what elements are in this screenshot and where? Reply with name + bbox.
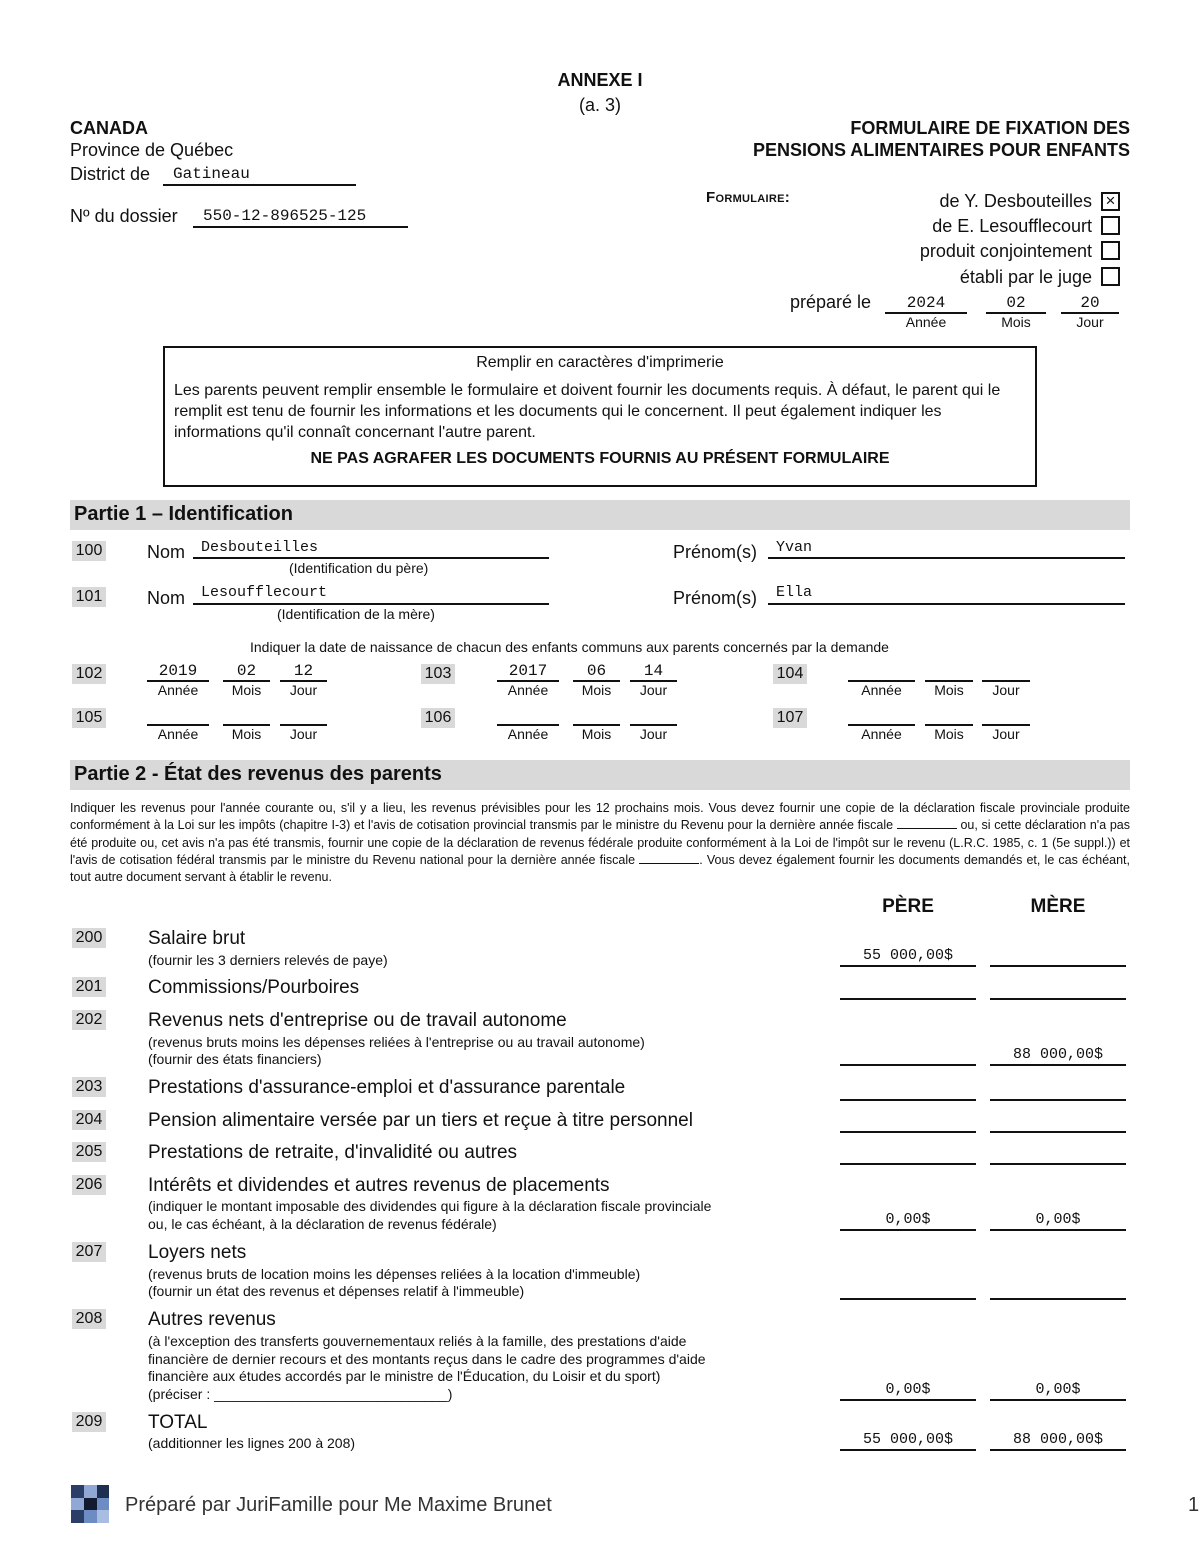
child-6-year[interactable] bbox=[848, 706, 915, 742]
child-5-month-label: Mois bbox=[573, 724, 620, 742]
column-header-father: PÈRE bbox=[882, 896, 934, 917]
code-205: 205 bbox=[72, 1142, 106, 1162]
child-6-day-label: Jour bbox=[982, 724, 1030, 742]
option-checkbox-judge[interactable] bbox=[1101, 267, 1120, 286]
father-amount-204[interactable] bbox=[840, 1113, 976, 1133]
prepared-year-label: Année bbox=[885, 312, 967, 330]
child-3-day-value bbox=[982, 662, 1030, 680]
child-4-month-value bbox=[223, 706, 270, 724]
code-103: 103 bbox=[421, 664, 455, 684]
father-nom-field[interactable]: Desbouteilles bbox=[193, 539, 549, 559]
code-202: 202 bbox=[72, 1010, 106, 1030]
child-2-year[interactable] bbox=[497, 662, 559, 698]
mother-amount-208[interactable]: 0,00$ bbox=[990, 1381, 1126, 1401]
child-2-month[interactable] bbox=[573, 662, 620, 698]
income-sub-207-1: (revenus bruts de location moins les dépenses reliées à la location d'immeuble) bbox=[148, 1266, 641, 1282]
income-label-207: Loyers nets bbox=[148, 1242, 247, 1263]
mother-caption: (Identification de la mère) bbox=[277, 606, 435, 622]
father-prenom-field[interactable]: Yvan bbox=[768, 539, 1125, 559]
child-5-day-value bbox=[630, 706, 677, 724]
code-105: 105 bbox=[72, 708, 106, 728]
child-6-year-value bbox=[848, 706, 915, 724]
option-label-desbouteilles: de Y. Desbouteilles bbox=[939, 191, 1092, 211]
prepared-year[interactable] bbox=[885, 294, 967, 330]
province: Province de Québec bbox=[70, 140, 234, 160]
income-sub-200-1: (fournir les 3 derniers relevés de paye) bbox=[148, 952, 388, 968]
code-204: 204 bbox=[72, 1110, 106, 1130]
mother-amount-201[interactable] bbox=[990, 980, 1126, 1000]
father-amount-203[interactable] bbox=[840, 1081, 976, 1101]
form-title-line2: PENSIONS ALIMENTAIRES POUR ENFANTS bbox=[752, 140, 1130, 160]
child-2-month-label: Mois bbox=[573, 680, 620, 698]
instructions-part-a: Indiquer les revenus pour l'année courante ou, s'il y a lieu, les revenus prévisibles pour les 12 prochains mois. Vous devez fournir une copie de la déclaration fiscale provinciale produite conformément à la Loi sur les impôts (chapitre I-3) et l'avis de cotisation provincial transmis par le ministre du Revenu pour la dernière année fiscale bbox=[70, 801, 1130, 833]
child-2-year-label: Année bbox=[497, 680, 559, 698]
prepared-year-value: 2024 bbox=[906, 294, 946, 312]
option-label-judge: établi par le juge bbox=[959, 267, 1092, 287]
option-checkbox-desbouteilles[interactable] bbox=[1101, 192, 1120, 211]
child-2-day[interactable] bbox=[630, 662, 677, 698]
code-101: 101 bbox=[72, 587, 106, 607]
code-107: 107 bbox=[773, 708, 807, 728]
child-3-day-label: Jour bbox=[982, 680, 1030, 698]
code-100: 100 bbox=[72, 541, 106, 561]
option-checkbox-lesoufflecourt[interactable] bbox=[1101, 216, 1120, 235]
form-title-line1: FORMULAIRE DE FIXATION DES bbox=[850, 118, 1130, 138]
income-label-204: Pension alimentaire versée par un tiers et reçue à titre personnel bbox=[148, 1110, 693, 1131]
father-amount-202[interactable] bbox=[840, 1046, 976, 1066]
footer-prepared-by: Préparé par JuriFamille pour Me Maxime Brunet bbox=[125, 1494, 552, 1516]
code-106: 106 bbox=[421, 708, 455, 728]
income-sub-206-1: (indiquer le montant imposable des dividendes qui figure à la déclaration fiscale provinciale bbox=[148, 1198, 712, 1214]
father-amount-207[interactable] bbox=[840, 1280, 976, 1300]
income-sub-208-2: financière de dernier recours et des montants reçus dans le cadre des programmes d'aide bbox=[148, 1351, 706, 1367]
prepared-month-value: 02 bbox=[1006, 294, 1026, 312]
option-checkbox-joint[interactable] bbox=[1101, 241, 1120, 260]
child-2-day-value: 14 bbox=[643, 662, 664, 680]
income-label-205: Prestations de retraite, d'invalidité ou autres bbox=[148, 1142, 518, 1163]
file-number-field[interactable]: 550-12-896525-125 bbox=[193, 207, 408, 228]
mother-amount-200[interactable] bbox=[990, 947, 1126, 967]
part2-header: Partie 2 - État des revenus des parents bbox=[70, 760, 1130, 790]
child-3-month-value bbox=[925, 662, 973, 680]
child-3-year-label: Année bbox=[848, 680, 915, 698]
child-4-year-value bbox=[147, 706, 209, 724]
mother-amount-203[interactable] bbox=[990, 1081, 1126, 1101]
child-1-day-value: 12 bbox=[293, 662, 314, 680]
child-2-month-value: 06 bbox=[586, 662, 607, 680]
file-number-label: Nº du dossier bbox=[70, 206, 178, 226]
child-1-month[interactable] bbox=[223, 662, 270, 698]
district-label: District de bbox=[70, 164, 151, 184]
child-1-year-value: 2019 bbox=[158, 662, 198, 680]
notice-title: Remplir en caractères d'imprimerie bbox=[476, 354, 724, 371]
form-options-label: Formulaire: bbox=[706, 189, 791, 206]
child-3-month[interactable] bbox=[925, 662, 973, 698]
prepared-month[interactable] bbox=[986, 294, 1046, 330]
child-6-month-label: Mois bbox=[925, 724, 973, 742]
income-label-202: Revenus nets d'entreprise ou de travail autonome bbox=[148, 1010, 567, 1031]
mother-nom-field[interactable]: Lesoufflecourt bbox=[193, 584, 549, 605]
annex-title: ANNEXE I bbox=[557, 70, 643, 90]
income-sub-208-1: (à l'exception des transferts gouvernementaux reliés à la famille, des prestations d'aide bbox=[148, 1333, 687, 1349]
child-2-day-label: Jour bbox=[630, 680, 677, 698]
father-amount-206[interactable]: 0,00$ bbox=[840, 1211, 976, 1231]
notice-box bbox=[163, 346, 1037, 487]
income-sub-207-2: (fournir un état des revenus et dépenses relatif à l'immeuble) bbox=[148, 1283, 525, 1299]
child-2-year-value: 2017 bbox=[508, 662, 548, 680]
child-1-year-label: Année bbox=[147, 680, 209, 698]
child-3-month-label: Mois bbox=[925, 680, 973, 698]
code-208: 208 bbox=[72, 1309, 106, 1329]
child-1-month-value: 02 bbox=[236, 662, 257, 680]
child-6-month[interactable] bbox=[925, 706, 973, 742]
instructions-part-b: ou, si cette déclaration n'a pas été produite ou, cet avis n'a pas été transmis, fournir une copie de la déclaration de revenus fédérale produite conformément à la Loi de l'impôt sur le revenu (L.R.C. 1985, c. 1 (5e suppl.)) et l'avis de cotisation fédéral transmis par le ministre du Revenu national pour la dernière année fiscale bbox=[70, 818, 1130, 867]
fiscal-year-blank-2[interactable] bbox=[639, 863, 699, 864]
prepared-label: préparé le bbox=[790, 292, 872, 312]
code-102: 102 bbox=[72, 664, 106, 684]
page-number: 1 bbox=[1188, 1494, 1200, 1516]
child-1-year[interactable] bbox=[147, 662, 209, 698]
father-amount-200[interactable]: 55 000,00$ bbox=[840, 947, 976, 967]
child-1-month-label: Mois bbox=[223, 680, 270, 698]
child-6-day[interactable] bbox=[982, 706, 1030, 742]
mother-prenom-label: Prénom(s) bbox=[673, 588, 758, 608]
father-amount-205[interactable] bbox=[840, 1145, 976, 1165]
notice-warning: NE PAS AGRAFER LES DOCUMENTS FOURNIS AU PRÉSENT FORMULAIRE bbox=[310, 450, 890, 467]
code-200: 200 bbox=[72, 928, 106, 948]
jurifamille-logo-icon bbox=[71, 1485, 109, 1523]
child-1-day-label: Jour bbox=[280, 680, 327, 698]
child-6-year-label: Année bbox=[848, 724, 915, 742]
code-206: 206 bbox=[72, 1175, 106, 1195]
income-sub-206-2: ou, le cas échéant, à la déclaration de revenus fédérale) bbox=[148, 1216, 497, 1232]
child-5-year-label: Année bbox=[497, 724, 559, 742]
child-5-day[interactable] bbox=[630, 706, 677, 742]
code-209: 209 bbox=[72, 1412, 106, 1432]
father-nom-label: Nom bbox=[147, 542, 186, 562]
child-1-day[interactable] bbox=[280, 662, 327, 698]
income-label-201: Commissions/Pourboires bbox=[148, 977, 360, 998]
check-mark-icon: × bbox=[1105, 191, 1116, 210]
income-label-208: Autres revenus bbox=[148, 1309, 276, 1330]
income-sub-202-2: (fournir des états financiers) bbox=[148, 1051, 322, 1067]
child-3-day[interactable] bbox=[982, 662, 1030, 698]
income-sub-209-1: (additionner les lignes 200 à 208) bbox=[148, 1435, 356, 1451]
prepared-month-label: Mois bbox=[986, 312, 1046, 330]
code-203: 203 bbox=[72, 1077, 106, 1097]
fiscal-year-blank-1[interactable] bbox=[897, 828, 957, 829]
income-label-209: TOTAL bbox=[148, 1412, 208, 1433]
child-6-month-value bbox=[925, 706, 973, 724]
mother-amount-202[interactable]: 88 000,00$ bbox=[990, 1046, 1126, 1066]
child-5-year[interactable] bbox=[497, 706, 559, 742]
option-label-joint: produit conjointement bbox=[919, 241, 1092, 261]
prepared-day-label: Jour bbox=[1061, 312, 1119, 330]
mother-prenom-field[interactable]: Ella bbox=[768, 584, 1125, 605]
father-amount-208[interactable]: 0,00$ bbox=[840, 1381, 976, 1401]
father-total[interactable]: 55 000,00$ bbox=[840, 1431, 976, 1451]
father-amount-201[interactable] bbox=[840, 980, 976, 1000]
child-3-year[interactable] bbox=[848, 662, 915, 698]
income-label-203: Prestations d'assurance-emploi et d'assurance parentale bbox=[148, 1077, 626, 1098]
option-label-lesoufflecourt: de E. Lesoufflecourt bbox=[932, 216, 1092, 236]
father-prenom-label: Prénom(s) bbox=[673, 542, 758, 562]
child-5-day-label: Jour bbox=[630, 724, 677, 742]
mother-amount-205[interactable] bbox=[990, 1145, 1126, 1165]
prepared-day-value: 20 bbox=[1080, 294, 1100, 312]
child-4-year[interactable] bbox=[147, 706, 209, 742]
column-header-mother: MÈRE bbox=[1030, 896, 1086, 917]
annex-ref: (a. 3) bbox=[578, 95, 621, 115]
part2-instructions bbox=[70, 800, 1130, 886]
country: CANADA bbox=[70, 118, 148, 138]
child-4-day-value bbox=[280, 706, 327, 724]
income-sub-208-4[interactable]: (préciser : ______________________________) bbox=[148, 1386, 453, 1402]
child-6-day-value bbox=[982, 706, 1030, 724]
income-sub-208-3: financière aux études accordés par le ministre de l'Éducation, du Loisir et du sport) bbox=[148, 1368, 661, 1384]
mother-amount-204[interactable] bbox=[990, 1113, 1126, 1133]
code-201: 201 bbox=[72, 977, 106, 997]
part1-header: Partie 1 – Identification bbox=[70, 500, 1130, 530]
child-4-day-label: Jour bbox=[280, 724, 327, 742]
child-5-month-value bbox=[573, 706, 620, 724]
father-caption: (Identification du père) bbox=[289, 560, 429, 576]
mother-total[interactable]: 88 000,00$ bbox=[990, 1431, 1126, 1451]
child-5-month[interactable] bbox=[573, 706, 620, 742]
logo-graphic bbox=[71, 1485, 109, 1523]
mother-nom-label: Nom bbox=[147, 588, 186, 608]
child-4-day[interactable] bbox=[280, 706, 327, 742]
child-4-month-label: Mois bbox=[223, 724, 270, 742]
child-5-year-value bbox=[497, 706, 559, 724]
income-sub-202-1: (revenus bruts moins les dépenses reliées à l'entreprise ou au travail autonome) bbox=[148, 1034, 645, 1050]
mother-amount-207[interactable] bbox=[990, 1280, 1126, 1300]
child-3-year-value bbox=[848, 662, 915, 680]
children-instruction: Indiquer la date de naissance de chacun des enfants communs aux parents concernés par la demande bbox=[250, 639, 889, 655]
mother-amount-206[interactable]: 0,00$ bbox=[990, 1211, 1126, 1231]
instructions-part-c: . Vous devez également fournir les documents demandés et, le cas échéant, tout autre document servant à établir le revenu. bbox=[70, 852, 1130, 885]
prepared-day[interactable] bbox=[1061, 294, 1119, 330]
code-207: 207 bbox=[72, 1242, 106, 1262]
code-104: 104 bbox=[773, 664, 807, 684]
child-4-month[interactable] bbox=[223, 706, 270, 742]
child-4-year-label: Année bbox=[147, 724, 209, 742]
notice-body: Les parents peuvent remplir ensemble le formulaire et doivent fournir les documents requis. À défaut, le parent qui le remplit est tenu de fournir les informations et les documents qui le concernent. Il peut également indiquer les informations qu'il connaît concernant l'autre parent. bbox=[174, 382, 1001, 441]
district-field[interactable]: Gatineau bbox=[163, 165, 356, 186]
income-label-206: Intérêts et dividendes et autres revenus de placements bbox=[148, 1175, 610, 1196]
income-label-200: Salaire brut bbox=[148, 928, 246, 949]
